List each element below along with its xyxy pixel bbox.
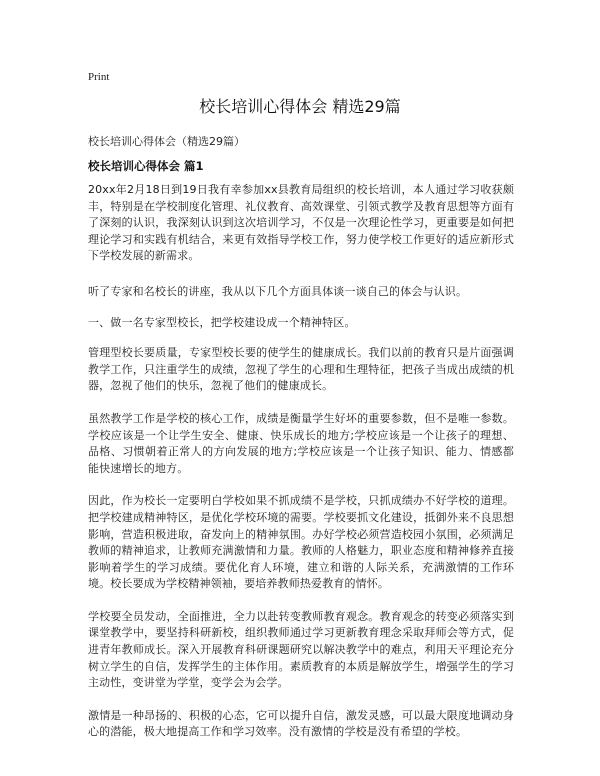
paragraph: 虽然教学工作是学校的核心工作，成绩是衡量学生好坏的重要参数，但不是唯一参数。学校应该是一个让学生安全、健康、快乐成长的地方;学校应该是一个让孩子的理想、品格、习惯朝着正常人的方向发展的地方;学校应该是一个让孩子知识、能力、情感都能快速增长的地方。 xyxy=(88,411,514,475)
paragraph: 学校要全员发动，全面推进，全力以赴转变教师教育观念。教育观念的转变必须落实到课堂教学中，要坚持科研新校，组织教师通过学习更新教育理念采取拜师会等方式，促进青年教师成长。深入开展教育科研课题研究以解决教学中的难点，利用天平理论充分树立学生的自信，发挥学生的主体作用。素质教育的本质是解放学生，增强学生的学习主动性，变讲堂为学堂，变学会为会学。 xyxy=(88,609,514,690)
paragraph-heading: 一、做一名专家型校长，把学校建设成一个精神特区。 xyxy=(88,315,356,329)
article-body xyxy=(88,182,514,741)
paragraph: 管理型校长要质量，专家型校长要的使学生的健康成长。我们以前的教育只是片面强调教学工作，只注重学生的成绩，忽视了学生的心理和生理特征，把孩子当成出成绩的机器，忽视了他们的快乐，忽视了他们的健康成长。 xyxy=(88,346,514,393)
document-subtitle: 校长培训心得体会（精选29篇） xyxy=(88,135,245,148)
section-heading: 校长培训心得体会 篇1 xyxy=(88,159,204,173)
paragraph: 因此，作为校长一定要明白学校如果不抓成绩不是学校，只抓成绩办不好学校的道理。把学校建成精神特区，是优化学校环境的需要。学校要抓文化建设，抵御外来不良思想影响，营造积极进取，奋发向上的精神氛围。办好学校必须营造校园小氛围，必须满足教师的精神追求，让教师充满激情和力量。教师的人格魅力，职业态度和精神修养直接影响着学生的学习成绩。要优化育人环境，建立和谐的人际关系，充满激情的工作环境。校长要成为学校精神领袖，要培养教师热爱教育的情怀。 xyxy=(88,494,514,591)
print-link[interactable]: Print xyxy=(88,71,110,83)
paragraph: 听了专家和名校长的讲座，我从以下几个方面具体谈一谈自己的体会与认识。 xyxy=(88,284,468,298)
paragraph: 激情是一种昂扬的、积极的心态，它可以提升自信，激发灵感，可以最大限度地调动身心的潜能，极大地提高工作和学习效率。没有激情的学校是没有希望的学校。 xyxy=(88,708,514,739)
paragraph: 20xx年2月18日到19日我有幸参加xx县教育局组织的校长培训，本人通过学习收获颇丰，特别是在学校制度化管理、礼仪教育、高效课堂、引领式教学及教育思想等方面有了深刻的认识，我深刻认识到这次培训学习，不仅是一次理论性学习，更重要是如何把理论学习和实践有机结合，来更有效指导学校工作，努力使学校工作更好的适应新形式下学校发展的新需求。 xyxy=(88,183,514,263)
document-title: 校长培训心得体会 精选29篇 xyxy=(199,97,401,116)
